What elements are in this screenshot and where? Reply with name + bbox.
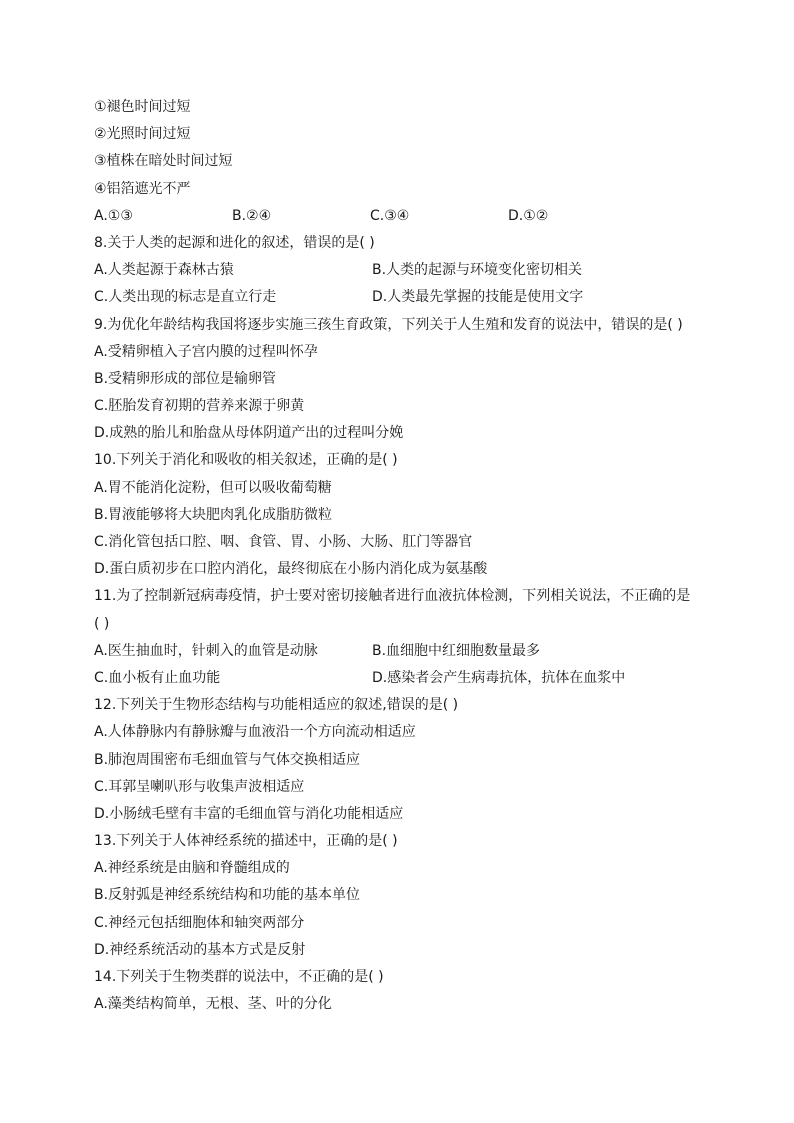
preamble-item: ③植株在暗处时间过短 <box>94 153 233 170</box>
option-c: C.耳郭呈喇叭形与收集声波相适应 <box>94 778 305 795</box>
option-row <box>94 638 704 665</box>
option-a: A.神经系统是由脑和脊髓组成的 <box>94 860 290 877</box>
option-a: A.胃不能消化淀粉，但可以吸收葡萄糖 <box>94 479 332 496</box>
option-c: C.血小板有止血功能 <box>94 669 221 686</box>
question-stem-continued: ( ) <box>94 615 110 632</box>
option-row <box>94 257 704 284</box>
option-d: D.人类最先掌握的技能是使用文字 <box>372 289 584 306</box>
option-c: C.消化管包括口腔、咽、食管、胃、小肠、大肠、肛门等器官 <box>94 534 473 550</box>
option-b: B.②④ <box>232 207 272 224</box>
option-b: B.反射弧是神经系统结构和功能的基本单位 <box>94 887 361 904</box>
question-stem: 8.关于人类的起源和进化的叙述，错误的是( ) <box>94 234 375 251</box>
option-d: D.感染者会产生病毒抗体，抗体在血浆中 <box>372 669 626 686</box>
option-d: D.小肠绒毛壁有丰富的毛细血管与消化功能相适应 <box>94 805 404 822</box>
question-stem: 12.下列关于生物形态结构与功能相适应的叙述,错误的是( ) <box>94 697 459 714</box>
preamble-item: ④铝箔遮光不严 <box>94 180 191 197</box>
option-c: C.神经元包括细胞体和轴突两部分 <box>94 914 305 931</box>
preamble-item: ①褪色时间过短 <box>94 99 191 115</box>
option-d: D.①② <box>508 207 549 224</box>
option-row <box>94 284 704 311</box>
option-d: D.成熟的胎儿和胎盘从母体阴道产出的过程叫分娩 <box>94 425 404 442</box>
option-b: B.受精卵形成的部位是输卵管 <box>94 370 277 387</box>
option-a: A.医生抽血时，针刺入的血管是动脉 <box>94 642 318 659</box>
question-stem: 10.下列关于消化和吸收的相关叙述，正确的是( ) <box>94 452 398 469</box>
option-d: D.神经系统活动的基本方式是反射 <box>94 941 306 958</box>
option-c: C.③④ <box>370 207 410 224</box>
option-a: A.人体静脉内有静脉瓣与血液沿一个方向流动相适应 <box>94 724 416 741</box>
question-stem: 14.下列关于生物类群的说法中，不正确的是( ) <box>94 969 384 985</box>
option-row <box>94 665 704 692</box>
question-stem: 13.下列关于人体神经系统的描述中，正确的是( ) <box>94 833 398 850</box>
option-d: D.蛋白质初步在口腔内消化，最终彻底在小肠内消化成为氨基酸 <box>94 561 488 578</box>
option-row <box>94 203 704 230</box>
option-a: A.①③ <box>94 207 133 224</box>
option-b: B.肺泡周围密布毛细血管与气体交换相适应 <box>94 751 361 768</box>
option-a: A.藻类结构简单，无根、茎、叶的分化 <box>94 996 332 1013</box>
option-c: C.人类出现的标志是直立行走 <box>94 289 277 306</box>
preamble-item: ②光照时间过短 <box>94 126 191 143</box>
option-b: B.人类的起源与环境变化密切相关 <box>372 262 583 279</box>
option-a: A.人类起源于森林古猿 <box>94 262 234 279</box>
option-a: A.受精卵植入子宫内膜的过程叫怀孕 <box>94 343 318 360</box>
option-b: B.胃液能够将大块肥肉乳化成脂肪微粒 <box>94 506 333 523</box>
question-stem: 11.为了控制新冠病毒疫情，护士要对密切接触者进行血液抗体检测，下列相关说法，不正确的是 <box>94 588 691 605</box>
question-stem: 9.为优化年龄结构我国将逐步实施三孩生育政策，下列关于人生殖和发育的说法中，错误的是( ) <box>94 316 683 333</box>
option-c: C.胚胎发育初期的营养来源于卵黄 <box>94 398 305 415</box>
exam-page <box>94 94 704 1018</box>
option-b: B.血细胞中红细胞数量最多 <box>372 642 541 659</box>
